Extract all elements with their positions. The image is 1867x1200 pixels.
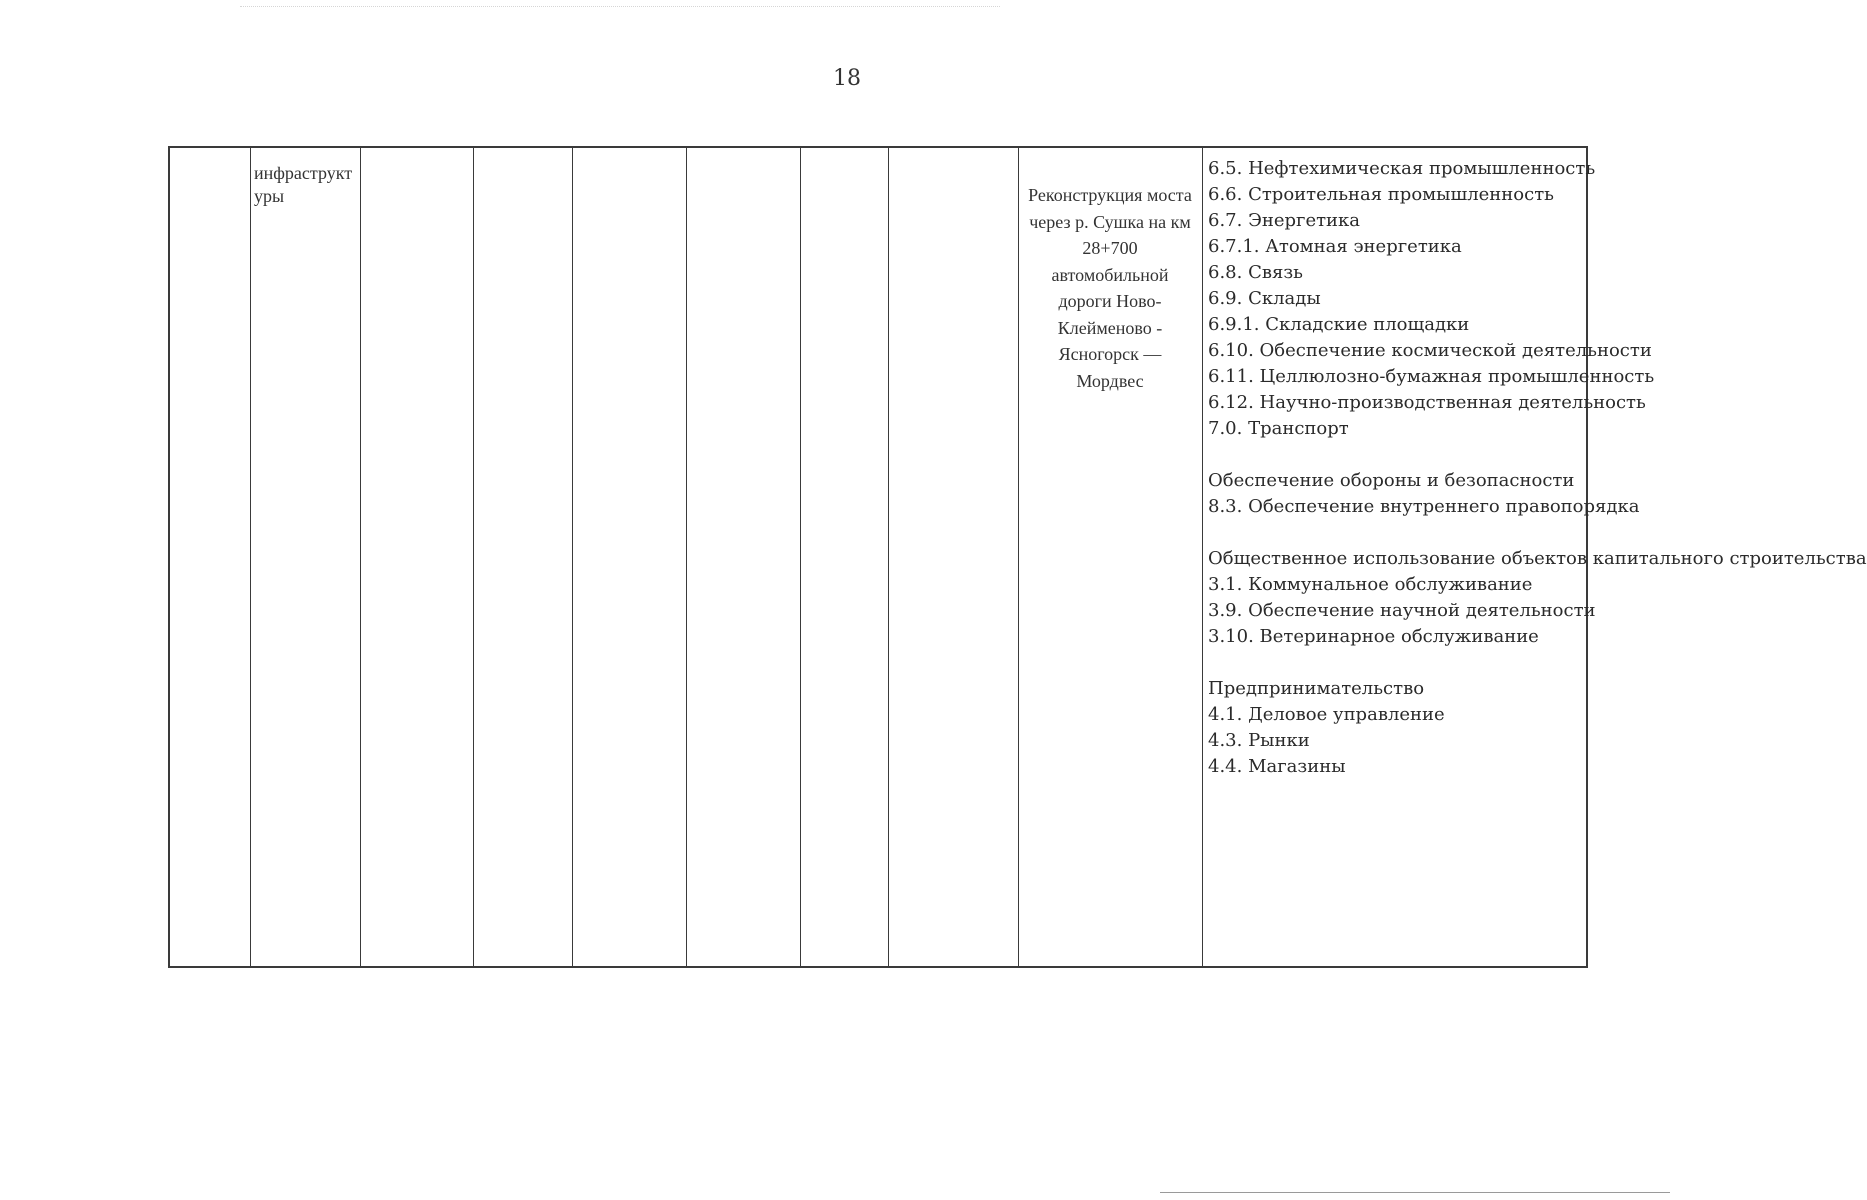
uses-line: 6.8. Связь: [1208, 262, 1303, 283]
uses-line: 4.3. Рынки: [1208, 730, 1310, 751]
uses-line: 3.1. Коммунальное обслуживание: [1208, 574, 1533, 595]
column-divider: [686, 148, 687, 966]
uses-line: 3.9. Обеспечение научной деятельности: [1208, 600, 1596, 621]
uses-line: Общественное использование объектов капитального строительства: [1208, 548, 1867, 569]
uses-line: 7.0. Транспорт: [1208, 418, 1349, 439]
uses-line: 6.5. Нефтехимическая промышленность: [1208, 158, 1596, 179]
uses-line: Обеспечение обороны и безопасности: [1208, 470, 1575, 491]
uses-line: 6.9.1. Складские площадки: [1208, 314, 1470, 335]
uses-line: 8.3. Обеспечение внутреннего правопорядка: [1208, 496, 1640, 517]
page-number: 18: [833, 66, 861, 91]
column-divider: [572, 148, 573, 966]
column-divider: [360, 148, 361, 966]
uses-line: 6.10. Обеспечение космической деятельности: [1208, 340, 1652, 361]
footer-rule: [1160, 1192, 1670, 1193]
uses-group-business: [1208, 676, 1586, 780]
uses-group-public: [1208, 546, 1867, 650]
uses-line: 6.9. Склады: [1208, 288, 1321, 309]
column-divider: [888, 148, 889, 966]
uses-group-industry: [1208, 156, 1655, 442]
column-divider: [800, 148, 801, 966]
permitted-uses-cell: [1204, 148, 1867, 966]
uses-line: 6.6. Строительная промышленность: [1208, 184, 1554, 205]
land-use-table: [168, 146, 1867, 968]
uses-line: 3.10. Ветеринарное обслуживание: [1208, 626, 1539, 647]
column-divider: [473, 148, 474, 966]
uses-line: 4.1. Деловое управление: [1208, 704, 1445, 725]
scan-artifact: [240, 6, 1000, 9]
uses-line: 6.7.1. Атомная энергетика: [1208, 236, 1462, 257]
infrastructure-cell: инфраструктуры: [254, 163, 353, 206]
column-divider: [1202, 148, 1203, 966]
uses-line: 6.12. Научно-производственная деятельность: [1208, 392, 1646, 413]
uses-line: 6.11. Целлюлозно-бумажная промышленность: [1208, 366, 1655, 387]
uses-line: 4.4. Магазины: [1208, 756, 1346, 777]
project-cell: Реконструкция моста через р. Сушка на км 28+700 автомобильной дороги Ново-Клейменово - Ясногорск — Мордвес: [1028, 185, 1192, 391]
uses-group-defense: [1208, 468, 1640, 520]
uses-line: Предпринимательство: [1208, 678, 1425, 699]
uses-line: 6.7. Энергетика: [1208, 210, 1361, 231]
